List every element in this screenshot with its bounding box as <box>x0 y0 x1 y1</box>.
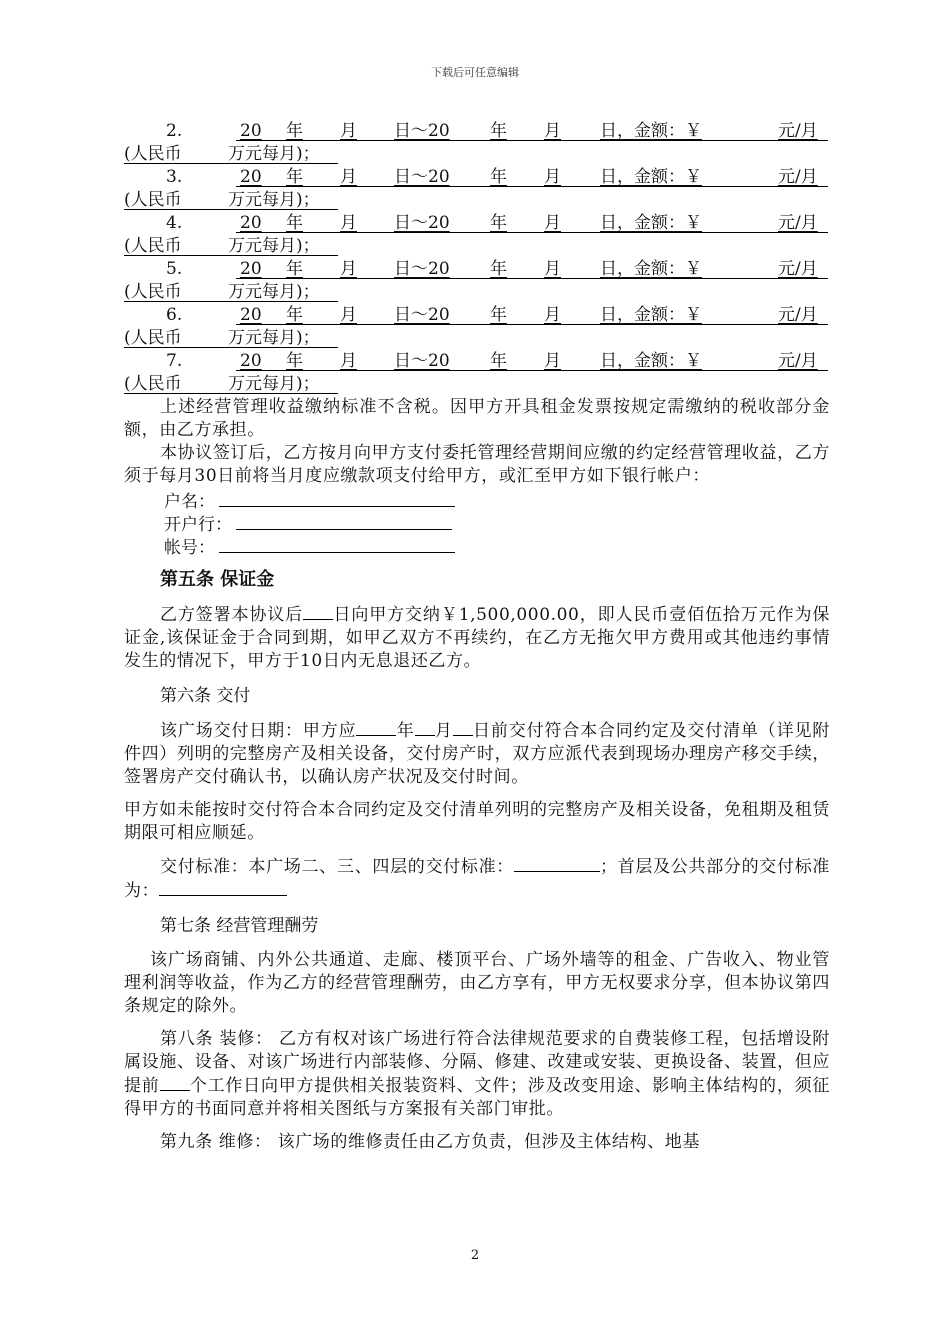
schedule-row-rmb <box>124 189 830 212</box>
schedule-row <box>124 258 830 281</box>
schedule-cell-ri: 日，金额：￥ <box>600 213 702 233</box>
schedule-rmb-underline <box>124 301 338 302</box>
schedule-underline <box>236 370 828 371</box>
schedule-wan-label: 万元每月)； <box>228 374 320 394</box>
schedule-cell-yue: 月 <box>340 305 357 325</box>
schedule-cell-ri: 日，金额：￥ <box>600 305 702 325</box>
schedule-cell-num: 3. <box>166 167 183 187</box>
article-9-text: 第九条 维修： 该广场的维修责任由乙方负责，但涉及主体结构、地基 <box>160 1132 701 1152</box>
schedule-cell-num: 7. <box>166 351 183 371</box>
schedule-row <box>124 212 830 235</box>
schedule-cell-ri: 日，金额：￥ <box>600 259 702 279</box>
schedule-row-rmb <box>124 327 830 350</box>
schedule-cell-unit: 元/月 <box>778 259 818 279</box>
schedule-cell-nian: 年 <box>490 167 507 187</box>
schedule-cell-nian: 年 <box>286 305 303 325</box>
account-name-blank <box>219 488 455 507</box>
schedule-cell-nian: 年 <box>286 351 303 371</box>
schedule-cell-yr1: 20 <box>240 305 262 325</box>
schedule-cell-nian: 年 <box>490 121 507 141</box>
schedule-rmb-underline <box>124 255 338 256</box>
schedule-cell-yue: 月 <box>544 121 561 141</box>
schedule-cell-yue: 月 <box>544 213 561 233</box>
schedule-rmb-underline <box>124 347 338 348</box>
schedule-cell-yue: 月 <box>340 259 357 279</box>
schedule-cell-nian: 年 <box>490 351 507 371</box>
schedule-cell-ri: 日，金额：￥ <box>600 351 702 371</box>
schedule-wan-label: 万元每月)； <box>228 190 320 210</box>
page-header: 下载后可任意编辑 <box>431 66 519 79</box>
schedule-cell-yr1: 20 <box>240 167 262 187</box>
fee-schedule <box>124 120 830 396</box>
schedule-cell-nian: 年 <box>286 167 303 187</box>
schedule-rmb-label: (人民币 <box>124 144 182 164</box>
account-bank-label: 开户行： <box>164 515 232 535</box>
schedule-cell-ri_sep: 日～20 <box>394 121 450 141</box>
schedule-cell-ri_sep: 日～20 <box>394 213 450 233</box>
schedule-cell-num: 6. <box>166 305 183 325</box>
schedule-cell-ri_sep: 日～20 <box>394 305 450 325</box>
schedule-cell-nian: 年 <box>286 213 303 233</box>
schedule-underline <box>236 186 828 187</box>
schedule-wan-label: 万元每月)； <box>228 144 320 164</box>
schedule-cell-yue: 月 <box>544 259 561 279</box>
schedule-cell-ri_sep: 日～20 <box>394 259 450 279</box>
article-5-text: 乙方签署本协议后 日向甲方交纳￥1,500,000.00，即人民币壹佰伍拾万元作为保证金,该保证金于合同到期，如甲乙双方不再续约，在乙方无拖欠甲方费用或其他违约事情发生的情况下，甲方于10日内无息退还乙方。 <box>124 605 830 671</box>
article-6-para-2: 甲方如未能按时交付符合本合同约定及交付清单列明的完整房产及相关设备，免租期及租赁期限可相应顺延。 <box>124 800 830 843</box>
schedule-cell-nian: 年 <box>490 259 507 279</box>
account-number-row <box>124 534 830 557</box>
schedule-underline <box>236 324 828 325</box>
schedule-cell-yr1: 20 <box>240 213 262 233</box>
schedule-cell-yue: 月 <box>340 351 357 371</box>
schedule-rmb-label: (人民币 <box>124 374 182 394</box>
schedule-cell-yue: 月 <box>544 351 561 371</box>
account-number-label: 帐号： <box>164 538 215 558</box>
schedule-wan-label: 万元每月)； <box>228 236 320 256</box>
schedule-cell-yue: 月 <box>340 121 357 141</box>
schedule-row <box>124 304 830 327</box>
schedule-cell-ri: 日，金额：￥ <box>600 167 702 187</box>
schedule-cell-ri_sep: 日～20 <box>394 167 450 187</box>
schedule-cell-ri_sep: 日～20 <box>394 351 450 371</box>
schedule-cell-yue: 月 <box>340 167 357 187</box>
account-name-label: 户名： <box>164 492 215 512</box>
schedule-row-rmb <box>124 373 830 396</box>
article-5-title: 第五条 保证金 <box>160 569 275 590</box>
account-bank-blank <box>236 511 452 530</box>
account-bank-row <box>124 511 830 534</box>
schedule-rmb-underline <box>124 393 338 394</box>
article-7-title: 第七条 经营管理酬劳 <box>160 916 319 936</box>
article-6-para-3: 交付标准：本广场二、三、四层的交付标准： ；首层及公共部分的交付标准为： <box>124 857 830 901</box>
article-8-text: 第八条 装修： 乙方有权对该广场进行符合法律规范要求的自费装修工程，包括增设附属设施、设备、对该广场进行内部装修、分隔、修建、改建或安装、更换设备、装置，但应提前 个工作日向甲方提供相关报装资料、文件；涉及改变用途、影响主体结构的，须征得甲方的书面同意并将相关图纸与方案报有关部门审批。 <box>124 1029 831 1119</box>
schedule-row-rmb <box>124 143 830 166</box>
schedule-cell-yr1: 20 <box>240 351 262 371</box>
schedule-cell-yue: 月 <box>340 213 357 233</box>
schedule-rmb-label: (人民币 <box>124 282 182 302</box>
payment-note: 本协议签订后，乙方按月向甲方支付委托管理经营期间应缴的约定经营管理收益，乙方须于每月30日前将当月度应缴款项支付给甲方，或汇至甲方如下银行帐户： <box>124 443 830 486</box>
account-name-row <box>124 488 830 511</box>
schedule-cell-unit: 元/月 <box>778 121 818 141</box>
schedule-underline <box>236 140 828 141</box>
schedule-wan-label: 万元每月)； <box>228 282 320 302</box>
schedule-rmb-underline <box>124 209 338 210</box>
article-7-text: 该广场商铺、内外公共通道、走廊、楼顶平台、广场外墙等的租金、广告收入、物业管理利润等收益，作为乙方的经营管理酬劳，由乙方享有，甲方无权要求分享，但本协议第四条规定的除外。 <box>124 950 830 1016</box>
tax-note: 上述经营管理收益缴纳标准不含税。因甲方开具租金发票按规定需缴纳的税收部分金额，由乙方承担。 <box>124 397 830 440</box>
schedule-cell-nian: 年 <box>490 305 507 325</box>
schedule-underline <box>236 232 828 233</box>
schedule-row <box>124 120 830 143</box>
schedule-cell-num: 5. <box>166 259 183 279</box>
schedule-rmb-label: (人民币 <box>124 328 182 348</box>
document-body <box>124 120 830 1154</box>
schedule-row-rmb <box>124 235 830 258</box>
schedule-cell-yue: 月 <box>544 167 561 187</box>
schedule-cell-ri: 日，金额：￥ <box>600 121 702 141</box>
schedule-cell-unit: 元/月 <box>778 213 818 233</box>
article-6-title: 第六条 交付 <box>160 686 251 706</box>
schedule-cell-nian: 年 <box>286 121 303 141</box>
schedule-row <box>124 166 830 189</box>
schedule-cell-unit: 元/月 <box>778 351 818 371</box>
account-number-blank <box>219 534 455 553</box>
schedule-cell-yr1: 20 <box>240 121 262 141</box>
schedule-cell-nian: 年 <box>490 213 507 233</box>
schedule-cell-num: 2. <box>166 121 183 141</box>
schedule-row <box>124 350 830 373</box>
page-number: 2 <box>470 1248 480 1263</box>
article-6-para-1: 该广场交付日期：甲方应 年 月 日前交付符合本合同约定及交付清单（详见附件四）列明的完整房产及相关设备，交付房产时，双方应派代表到现场办理房产移交手续，签署房产交付确认书，以确认房产状况及交付时间。 <box>124 721 830 787</box>
schedule-underline <box>236 278 828 279</box>
schedule-cell-unit: 元/月 <box>778 167 818 187</box>
schedule-cell-num: 4. <box>166 213 183 233</box>
schedule-rmb-label: (人民币 <box>124 190 182 210</box>
schedule-rmb-label: (人民币 <box>124 236 182 256</box>
schedule-cell-yue: 月 <box>544 305 561 325</box>
schedule-cell-yr1: 20 <box>240 259 262 279</box>
schedule-row-rmb <box>124 281 830 304</box>
schedule-wan-label: 万元每月)； <box>228 328 320 348</box>
schedule-cell-nian: 年 <box>286 259 303 279</box>
schedule-cell-unit: 元/月 <box>778 305 818 325</box>
schedule-rmb-underline <box>124 163 338 164</box>
